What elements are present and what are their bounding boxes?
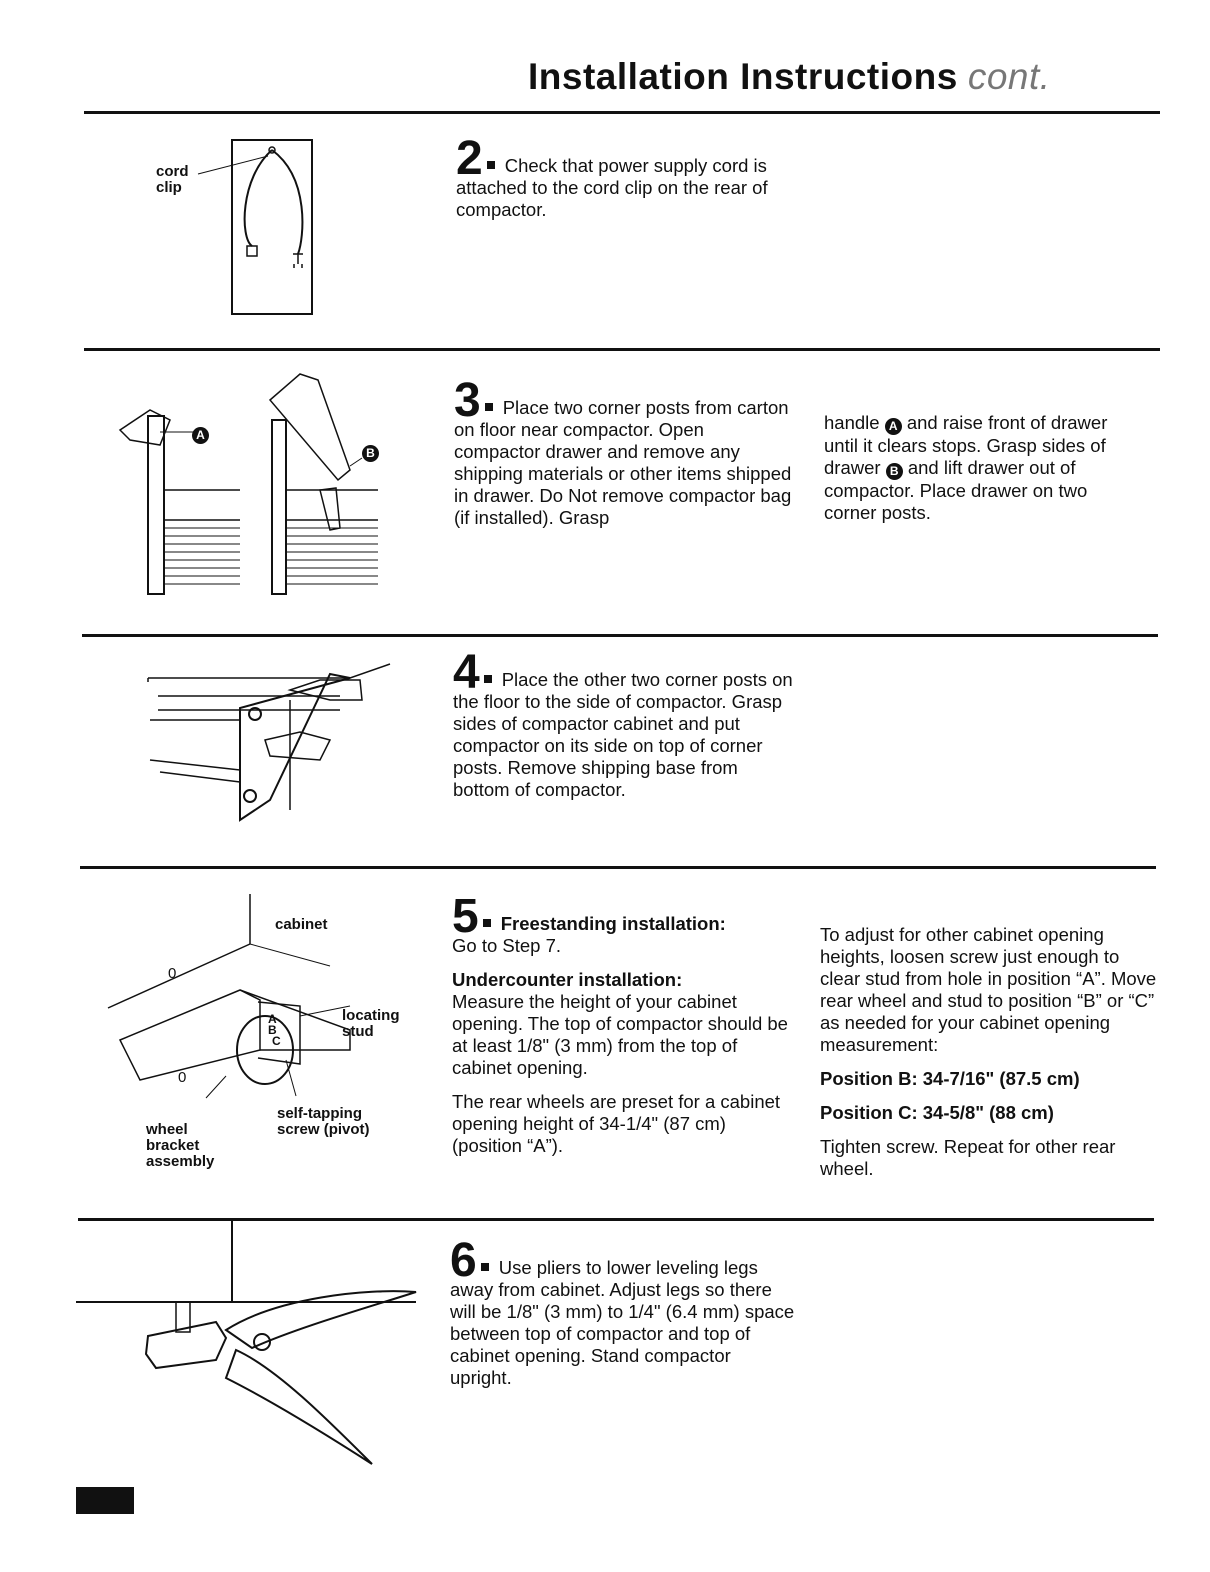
step-number: 3 <box>454 374 481 427</box>
step-bullet <box>487 161 495 169</box>
cord-clip-illustration <box>180 138 320 318</box>
page-title-text: Installation Instructions <box>528 56 958 97</box>
marker-a: A <box>885 418 902 435</box>
self-tapping-label: self-tapping <box>277 1105 362 1122</box>
freestanding-heading: Freestanding installation: <box>500 913 726 934</box>
step-text-b: and raise front of drawer until it clears stops. Grasp sides of drawer <box>824 412 1108 478</box>
page-title-cont: cont. <box>967 56 1051 97</box>
position-b-label: B <box>268 1023 277 1037</box>
preset-text: The rear wheels are preset for a cabinet opening height of 34-1/4" (87 cm) (position “A”). <box>452 1091 781 1156</box>
step-bullet <box>481 1263 489 1271</box>
step-3-left <box>454 374 794 541</box>
wheel-label: wheel <box>146 1121 188 1138</box>
screw-pivot-label: screw (pivot) <box>277 1121 370 1138</box>
step-number: 2 <box>456 132 483 185</box>
step-6 <box>450 1234 795 1401</box>
step-bullet <box>484 675 492 683</box>
pliers-leveling-leg-illustration <box>76 1218 426 1468</box>
step-text-c: and lift drawer out of compactor. Place drawer on two corner posts. <box>824 457 1088 523</box>
adjust-text: To adjust for other cabinet opening heights, loosen screw just enough to clear stud from hole in position “A”. Move rear wheel and stud to position “B” or “C” as needed for your cabinet opening measurement: <box>820 924 1157 1055</box>
section-rule <box>84 348 1160 351</box>
figure-marker-b: B <box>362 445 379 462</box>
stud-label: stud <box>342 1023 374 1040</box>
locating-label: locating <box>342 1007 400 1024</box>
section-rule <box>80 866 1156 869</box>
step-2 <box>456 132 801 233</box>
tighten-text: Tighten screw. Repeat for other rear wheel. <box>820 1136 1116 1179</box>
undercounter-heading: Undercounter installation: <box>452 969 683 990</box>
section-rule <box>82 634 1158 637</box>
cabinet-label: cabinet <box>275 916 328 933</box>
step-number: 5 <box>452 890 479 943</box>
assembly-label: assembly <box>146 1153 215 1170</box>
step-text: Use pliers to lower leveling legs away from cabinet. Adjust legs so there will be 1/8" (3 mm) to 1/4" (6.4 mm) space between top of compactor and top of cabinet opening. Stand compactor upright. <box>450 1257 795 1388</box>
step-4 <box>453 646 798 813</box>
bracket-label: bracket <box>146 1137 200 1154</box>
clip-label: clip <box>156 179 182 196</box>
step-number: 6 <box>450 1234 477 1287</box>
drawer-removal-illustration <box>100 370 400 610</box>
step-number: 4 <box>453 646 480 699</box>
step-text-a: handle <box>824 412 880 433</box>
step-3-right <box>824 412 1144 536</box>
position-b-spec: Position B: 34-7/16" (87.5 cm) <box>820 1068 1080 1089</box>
step-5-left <box>452 890 797 1169</box>
rear-wheel-illustration <box>100 890 420 1090</box>
step-text: Check that power supply cord is attached to the cord clip on the rear of compactor. <box>456 155 768 220</box>
step-5-right <box>820 924 1160 1192</box>
page-number-block <box>76 1487 134 1514</box>
step-bullet <box>485 403 493 411</box>
page-title <box>528 56 1051 98</box>
compactor-on-side-illustration <box>140 660 420 840</box>
position-a-label: A <box>268 1012 277 1026</box>
position-c-label: C <box>272 1034 281 1048</box>
freestanding-text: Go to Step 7. <box>452 935 562 956</box>
marker-b: B <box>886 463 903 480</box>
step-text: Place two corner posts from carton on floor near compactor. Open compactor drawer and remove any shipping materials or other items shipped in drawer. Do Not remove compactor bag (if installed). Grasp <box>454 397 792 528</box>
step-bullet <box>483 919 491 927</box>
figure-marker-a: A <box>192 427 209 444</box>
position-c-spec: Position C: 34-5/8" (88 cm) <box>820 1102 1054 1123</box>
zero-marker: 0 <box>178 1069 187 1086</box>
undercounter-text: Measure the height of your cabinet opening. The top of compactor should be at least 1/8" (3 mm) from the top of cabinet opening. <box>452 991 788 1078</box>
zero-marker: 0 <box>168 965 177 982</box>
step-text: Place the other two corner posts on the floor to the side of compactor. Grasp sides of compactor cabinet and put compactor on its side on top of corner posts. Remove shipping base from bottom of compactor. <box>453 669 793 800</box>
cord-label: cord <box>156 163 189 180</box>
header-rule <box>84 111 1160 114</box>
